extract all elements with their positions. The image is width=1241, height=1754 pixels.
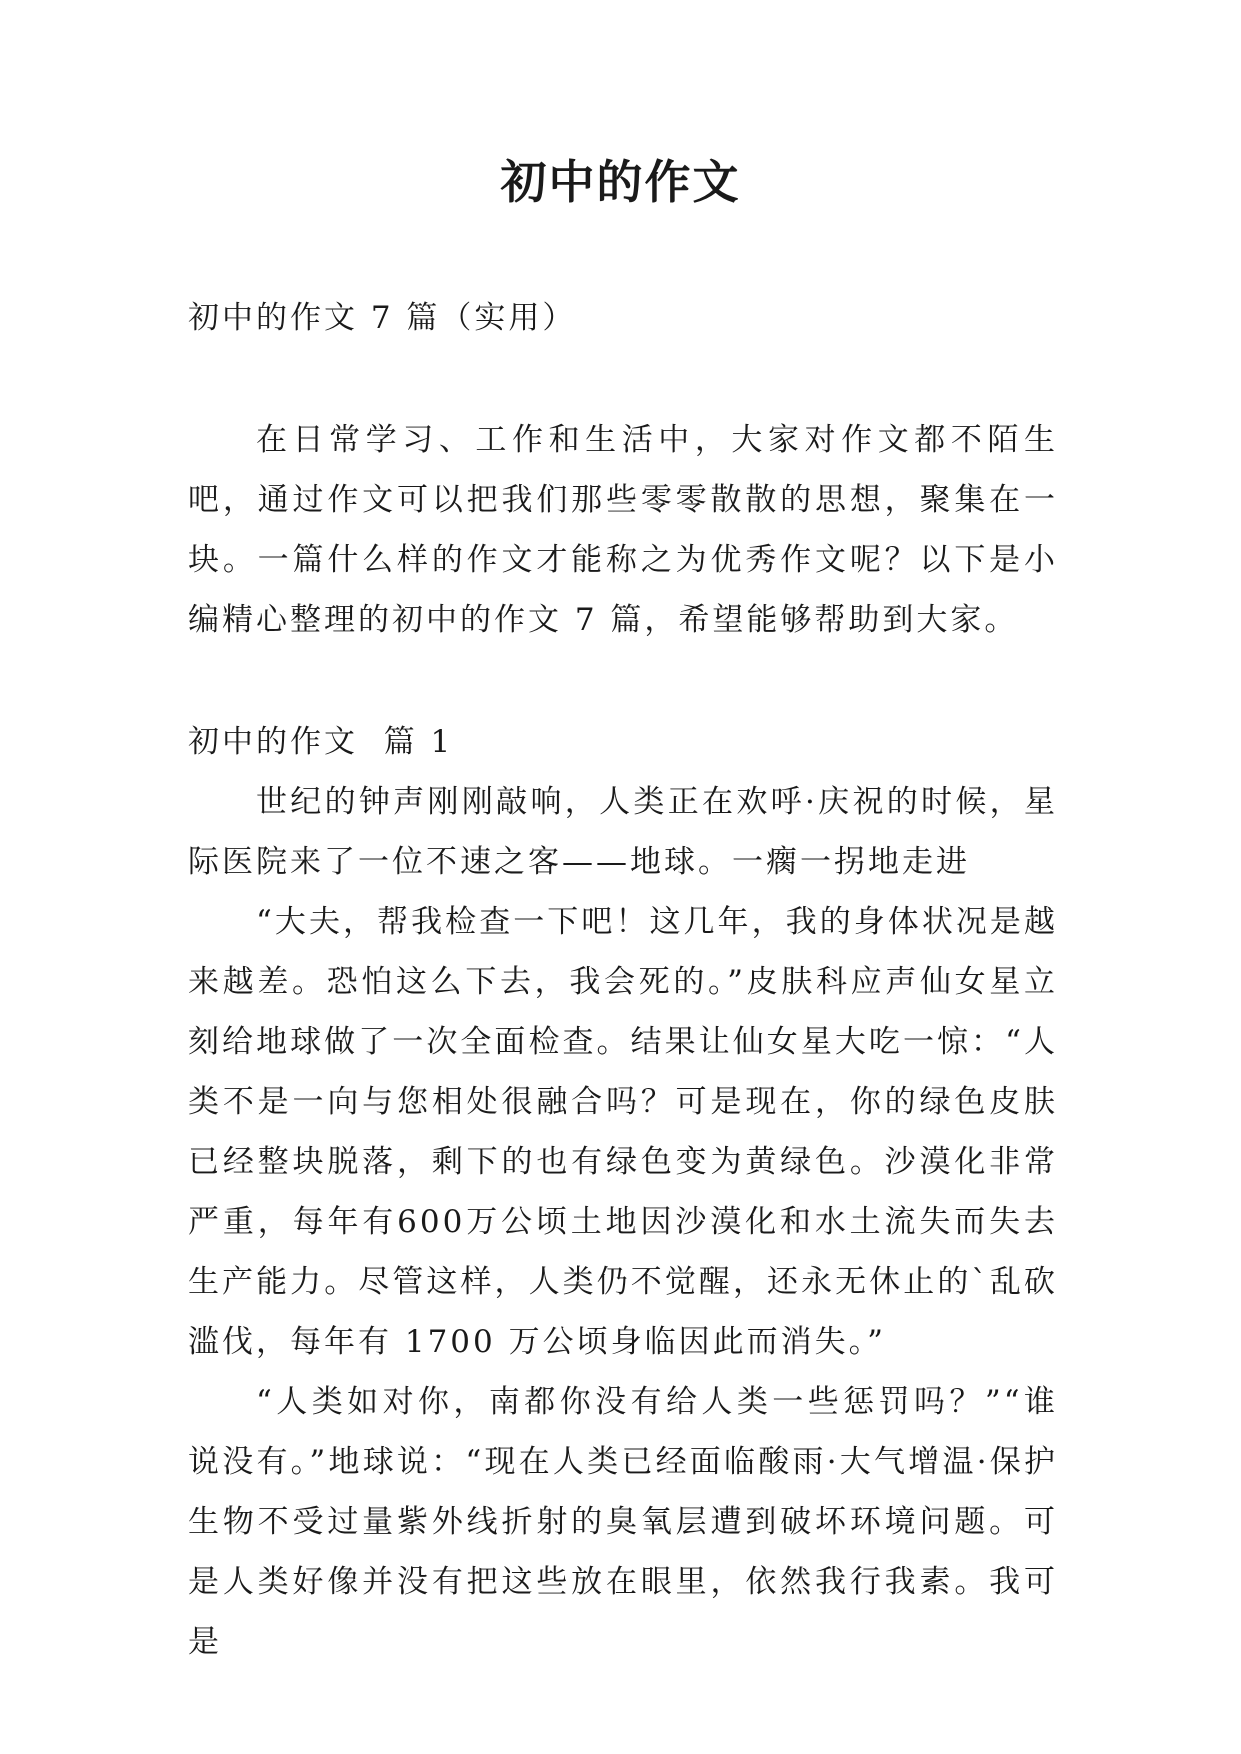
intro-paragraph: 在日常学习、工作和生活中，大家对作文都不陌生吧，通过作文可以把我们那些零零散散的思想，聚集在一块。一篇什么样的作文才能称之为优秀作文呢？以下是小编精心整理的初中的作文 7 篇，希望能够帮助到大家。: [188, 422, 1058, 638]
body-paragraph-2: “大夫，帮我检查一下吧！这几年，我的身体状况是越来越差。恐怕这么下去，我会死的。”皮肤科应声仙女星立刻给地球做了一次全面检查。结果让仙女星大吃一惊：“人类不是一向与您相处很融合吗？可是现在，你的绿色皮肤已经整块脱落，剩下的也有绿色变为黄绿色。沙漠化非常严重，每年有600万公顷土地因沙漠化和水土流失而失去生产能力。尽管这样，人类仍不觉醒，还永无休止的`乱砍滥伐，每年有 1700 万公顷身临因此而消失。”: [188, 904, 1058, 1360]
section-heading: 初中的作文 篇 1: [188, 724, 454, 760]
body-paragraph-3: “人类如对你，南都你没有给人类一些惩罚吗？”“谁说没有。”地球说：“现在人类已经面临酸雨·大气增温·保护生物不受过量紫外线折射的臭氧层遭到破坏环境问题。可是人类好像并没有把这些放在眼里，依然我行我素。我可是: [188, 1384, 1058, 1660]
document-title: 初中的作文: [500, 155, 741, 209]
document-body: [188, 288, 1058, 1672]
body-paragraph-1: 世纪的钟声刚刚敲响，人类正在欢呼·庆祝的时候，星际医院来了一位不速之客——地球。一瘸一拐地走进: [188, 784, 1058, 880]
document-subtitle: 初中的作文 7 篇（实用）: [188, 300, 577, 336]
